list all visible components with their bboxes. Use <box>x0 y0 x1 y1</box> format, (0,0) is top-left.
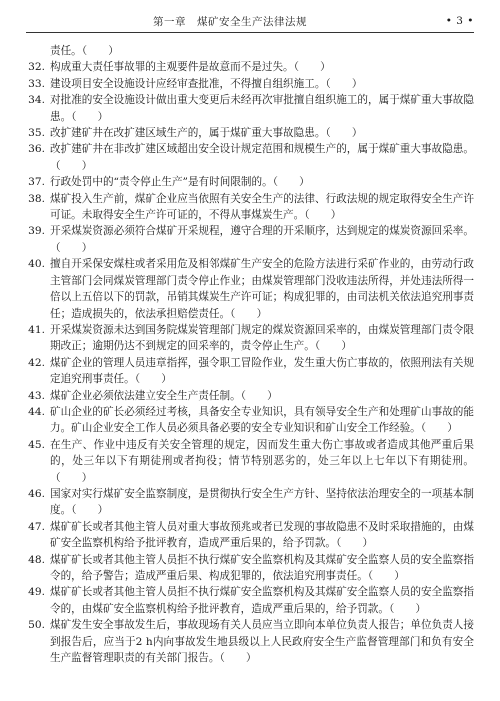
question-text: 矿山企业的矿长必须经过考核，具备安全专业知识，具有领导安全生产和处理矿山事故的能力。矿山企业安全工作人员必须具备必要的安全专业知识和矿山安全工作经验。（ ） <box>50 405 474 435</box>
question-number: 45. <box>28 438 45 451</box>
question-text: 煤矿投入生产前，煤矿企业应当依照有关安全生产的法律、行政法规的规定取得安全生产许可证。未取得安全生产许可证的，不得从事煤炭生产。（ ） <box>50 192 474 222</box>
question-item <box>26 174 474 190</box>
question-text: 煤矿企业的管理人员违章指挥，强令职工冒险作业，发生重大伤亡事故的，依照刑法有关规定追究刑事责任。（ ） <box>50 356 474 386</box>
question-item <box>26 223 474 256</box>
question-number: 46. <box>28 487 45 500</box>
question-number: 34. <box>28 94 45 107</box>
question-text: 改扩建矿井在非改扩建区域超出安全设计规定范围和规模生产的，属于煤矿重大事故隐患。（ ） <box>50 143 474 172</box>
question-item <box>26 437 474 486</box>
question-number: 47. <box>28 520 45 533</box>
question-number: 37. <box>28 176 45 189</box>
question-item <box>26 552 474 585</box>
question-item <box>26 43 474 59</box>
question-item <box>26 191 474 224</box>
question-item <box>26 256 474 322</box>
question-number: 44. <box>28 405 45 418</box>
question-item <box>26 519 474 552</box>
question-item <box>26 125 474 141</box>
question-list <box>26 43 474 666</box>
question-item <box>26 584 474 617</box>
question-text: 煤矿矿长或者其他主管人员拒不执行煤矿安全监察机构及其煤矿安全监察人员的安全监察指令的，给予警告；造成严重后果、构成犯罪的，依法追究刑事责任。（ ） <box>50 553 474 582</box>
question-item <box>26 388 474 404</box>
chapter-title: 第一章 煤矿安全生产法律法规 <box>153 15 307 28</box>
question-item <box>26 404 474 437</box>
question-text: 在生产、作业中违反有关安全管理的规定，因而发生重大伤亡事故或者造成其他严重后果的，处三年以下有期徒刑或者拘役；情节特别恶劣的，处三年以上七年以下有期徒刑。（ ） <box>50 438 474 484</box>
question-number: 41. <box>28 323 45 336</box>
question-item <box>26 322 474 355</box>
question-item <box>26 92 474 125</box>
question-number: 32. <box>28 61 45 74</box>
question-item <box>26 59 474 75</box>
question-text: 建设项目安全设施设计应经审查批准，不得擅自组织施工。（ ） <box>50 77 363 90</box>
running-header <box>26 10 474 33</box>
question-number: 40. <box>28 258 45 271</box>
question-number <box>26 43 50 59</box>
question-number: 33. <box>28 77 45 90</box>
question-text: 擅自开采保安煤柱或者采用危及相邻煤矿生产安全的危险方法进行采矿作业的，由劳动行政主管部门会同煤炭管理部门责令停止作业；由煤炭管理部门没收违法所得，并处违法所得一倍以上五倍以下的罚款，吊销其煤炭生产许可证；构成犯罪的，由司法机关依法追究刑事责任；造成损失的，依法承担赔偿责任。（ ） <box>50 258 474 320</box>
question-item <box>26 76 474 92</box>
question-number: 36. <box>28 143 45 156</box>
question-text: 行政处罚中的“责令停止生产”是有时间限制的。（ ） <box>50 176 310 189</box>
question-text: 煤矿矿长或者其他主管人员对重大事故预兆或者已发现的事故隐患不及时采取措施的，由煤矿安全监察机构给予批评教育，造成严重后果的，给予罚款。（ ） <box>50 520 474 550</box>
question-text: 改扩建矿井在改扩建区域生产的，属于煤矿重大事故隐患。（ ） <box>50 127 363 140</box>
question-number: 38. <box>28 192 45 205</box>
question-number: 35. <box>28 127 45 140</box>
question-number: 49. <box>28 586 45 599</box>
question-text: 煤矿发生安全事故发生后，事故现场有关人员应当立即向本单位负责人报告；单位负责人接到报告后，应当于2 h内向事故发生地县级以上人民政府安全生产监督管理部门和负有安全生产监督管理职责的有关部门报告。（ ） <box>50 619 474 665</box>
question-text: 煤矿企业必须依法建立安全生产责任制。（ ） <box>50 389 278 402</box>
question-number: 42. <box>28 356 45 369</box>
page-number: • 3 • <box>445 15 474 27</box>
question-item <box>26 355 474 388</box>
question-number: 39. <box>28 225 45 238</box>
question-text: 开采煤炭资源未达到国务院煤炭管理部门规定的煤炭资源回采率的，由煤炭管理部门责令限期改正；逾期仍达不到规定的回采率的，责令停止生产。（ ） <box>50 323 474 353</box>
question-item <box>26 617 474 666</box>
question-number: 43. <box>28 389 45 402</box>
question-text: 责任。（ ） <box>50 45 119 57</box>
question-number: 48. <box>28 553 45 566</box>
question-text: 开采煤炭资源必须符合煤矿开采规程，遵守合理的开采顺序，达到规定的煤炭资源回采率。（ ） <box>50 225 474 254</box>
question-text: 对批准的安全设施设计做出重大变更后未经再次审批擅自组织施工的，属于煤矿重大事故隐患。（ ） <box>50 94 474 123</box>
question-number: 50. <box>28 619 45 632</box>
question-text: 煤矿矿长或者其他主管人员拒不执行煤矿安全监察机构及其煤矿安全监察人员的安全监察指令的，由煤矿安全监察机构给予批评教育，造成严重后果的，给予罚款。（ ） <box>50 586 474 615</box>
question-text: 构成重大责任事故罪的主观要件是故意而不是过失。（ ） <box>50 61 331 74</box>
question-item <box>26 486 474 519</box>
question-item <box>26 141 474 174</box>
question-text: 国家对实行煤矿安全监察制度，是贯彻执行安全生产方针、坚持依法治理安全的一项基本制度。（ ） <box>50 487 474 517</box>
